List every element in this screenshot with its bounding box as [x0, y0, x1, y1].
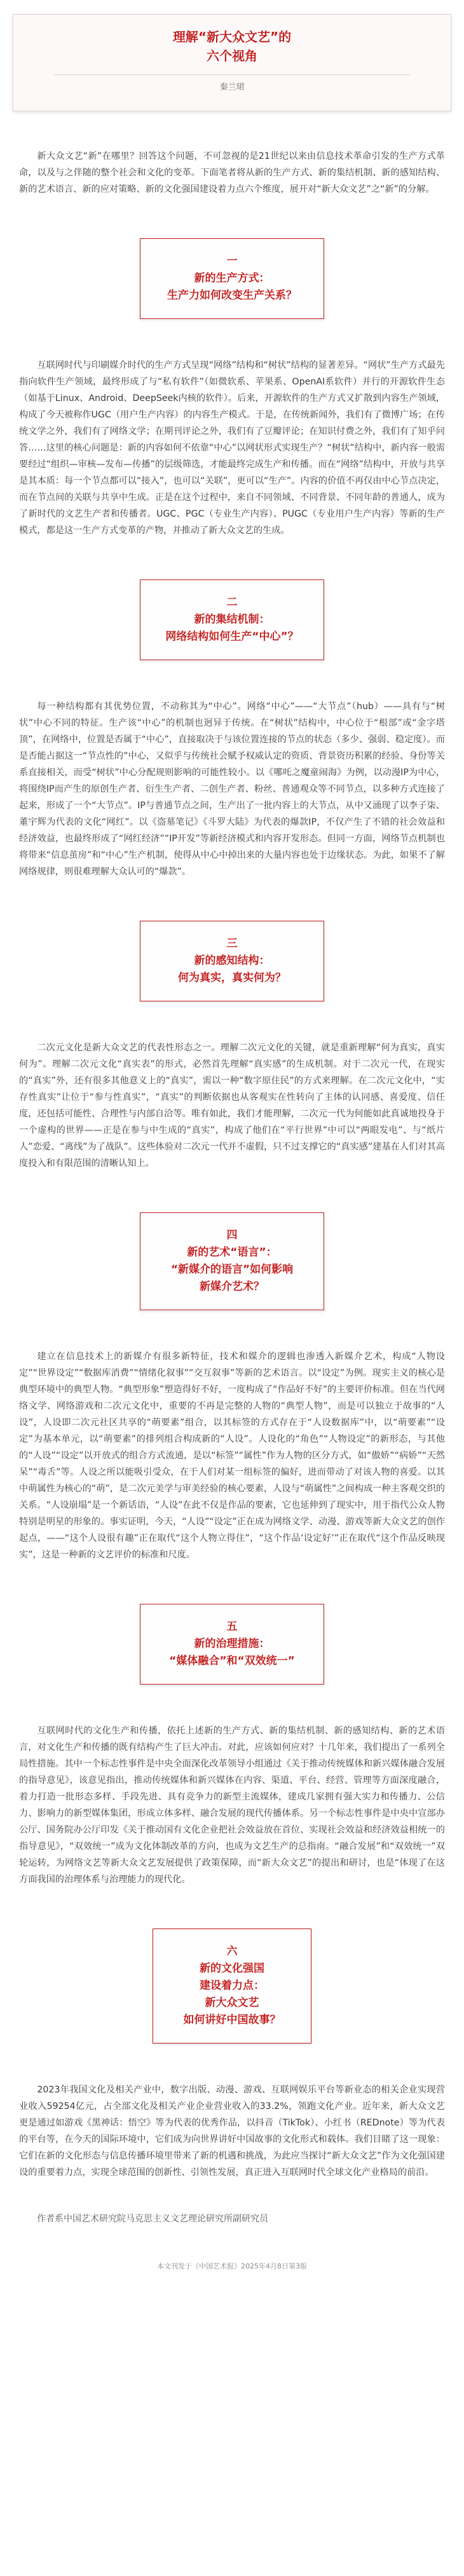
section-paragraph: 2023年我国文化及相关产业中，数字出版、动漫、游戏、互联网娱乐平台等新业态的相关企业实现营业收入59254亿元，占全部文化及相关产业企业营业收入的33.2%，领跑文化产业。近年来，新大众文艺更是通过如游戏《黑神话：悟空》等为代表的优秀作品，以抖音（TikTok）、小红书（REDnote）等为代表的平台等，在今天的国际环境中，它们成为向世界讲好中国故事的文化形式和载体。我们目睹了这一现象：它们在新的文化形态与信息传播环境里带来了新的机遇和挑战，为此应当探讨“新大众文艺”作为文化强国建设的重要着力点，实现全球范围的创新性、引领性发展，真正进入互联网时代全球文化产业格局的前沿。	[19, 2085, 445, 2178]
spacer	[0, 1563, 464, 1604]
section-title-line: 新媒介艺术？	[200, 1280, 264, 1293]
section-heading-1	[140, 238, 324, 319]
section-title-line: 新的生产方式：	[194, 272, 270, 285]
section-title-line: 新的集结机制：	[194, 613, 270, 626]
section-number: 五	[226, 1620, 238, 1633]
spacer	[0, 319, 464, 357]
article-title-line-1: 理解“新大众文艺”的	[172, 29, 292, 44]
section-heading-3	[140, 921, 324, 1001]
intro-paragraph: 新大众文艺“新”在哪里？回答这个问题，不可忽视的是21世纪以来由信息技术革命引发的生产方式革命，以及与之伴随的整个社会和文化的变革。下面笔者将从新的生产方式、新的集结机制、新的感知结构、新的艺术语言、新的应对策略、新的文化强国建设着力点六个维度，展开对“新大众文艺”之“新”的分解。	[19, 151, 445, 194]
article-page	[0, 14, 464, 2298]
section-number: 六	[226, 1945, 238, 1958]
section-number: 四	[226, 1229, 238, 1242]
article-header	[13, 14, 451, 111]
section-paragraph: 二次元文化是新大众文艺的代表性形态之一。理解二次元文化的关键，就是重新理解“何为真实，真实何为”。理解二次元文化“真实表”的形式，必然首先理解“真实感”的生成机制。对于二次元一代，在现实的“真实”外，还有很多其他意义上的“真实”，需以一种“数字原住民”的方式来理解。在二次元文化中，“实存性真实”让位于“参与性真实”，“真实”的判断依据也从客观实在性转向了主体的认同感、喜爱度、信任度，还包括可能性、合理性与内部自洽等。唯有如此，我们才能理解，二次元一代为何能如此真诚地投身于一个虚构的世界——正是在参与中生成的“真实”，构成了他们在“平行世界”中可以“两眼发电”、与“纸片人”恋爱、“离线”为了战队”。这些体验对二次元一代并不虚假，只不过支撑它的“真实感”建基在人们对其高度投入和有限范围的清晰认知上。	[19, 1043, 445, 1169]
section-heading-4	[140, 1212, 324, 1310]
section-title-line: 新的艺术“语言”：	[187, 1246, 277, 1259]
section-title-line: 网络结构如何生产“中心”？	[165, 630, 299, 643]
section-number: 一	[226, 255, 238, 268]
spacer	[0, 198, 464, 238]
section-heading-2	[140, 580, 324, 660]
spacer	[0, 539, 464, 580]
spacer	[0, 2181, 464, 2211]
source-note: 本文刊发于《中国艺术报》2025年4月8日第3版	[157, 2262, 307, 2270]
section-title-line: 新的感知结构：	[194, 954, 270, 967]
spacer	[0, 1001, 464, 1040]
author-note: 作者系中国艺术研究院马克思主义文艺理论研究所副研究员	[37, 2214, 268, 2224]
section-paragraph: 互联网时代与印刷媒介时代的生产方式呈现“网络”结构和“树状”结构的显著差异。“网状”生产方式最先指向软件生产领域，最终形成了与“私有软件”（如微软系、苹果系、OpenAI系软件）并行的开源软件生态（如基于Linux、Android、DeepSeek内核的软件）。后来，开源软件的生产方式又扩散到内容生产领域，构成了今天被称作UGC（用户生产内容）的内容生产模式。于是，在传统新闻外，我们有了微博广场；在传统文学之外，我们有了网络文学；在期刊评论之外，我们有了豆瓣评论；在知识付费之外，我们有了知乎问答……这里的核心问题是：新的内容如何不依靠“中心”以网状形式实现生产？“树状”结构中，新内容一般需要经过“组织—审核—发布—传播”的层级筛选，才能最终完成生产和传播。而在“网络”结构中，开放与共享是其本质：每一个节点都可以“接入”，也可以“关联”，更可以“生产”。内容的价值不再仅由中心节点决定，而在节点间的关联与共享中生成。正是在这个过程中，来自不同领域、不同背景、不同年龄的普通人，成为了新时代的文艺生产者和传播者。UGC、PGC（专业生产内容）、PUGC（专业用户生产内容）等新的生产模式，都是这一生产方式变革的产物，并推动了新大众文艺的生成。	[19, 360, 445, 536]
spacer	[0, 1310, 464, 1348]
section-paragraph: 建立在信息技术上的新媒介有很多新特征，技术和媒介的逻辑也渗透入新媒介艺术，构成“人物设定”“世界设定”“数据库消费”“情绪化叙事”“交互叙事”等新的艺术语言。以“设定”为例。现实主义的核心是典型环境中的典型人物。“典型形象”塑造得好不好，一度构成了“作品好不好”的主要评价标准。但在当代网络文学、网络游戏和二次元文化中，重要的不再是完整的人物的“典型人物”，而是可以独立于故事的“人设”，人设即二次元社区共享的“萌要素”组合，以其标签的方式存在于“人设数据库”中，以“萌要素”“设定”为基本单元，以“萌要素”的排列组合构成新的“人设”。人设化的“角色”“人物设定”的新形态，与其他的“人设”“设定”以开放式的组合方式流通，是以“标签”“属性”作为人物的区分方式，如“傲娇”“病娇”“天然呆”“毒舌”等。人设之所以能吸引受众，在于人们对某一组标签的偏好，进而带动了对该人物的喜爱。以其中萌属性为核心的“萌”，是二次元美学与审美经验的核心要素，人设与“萌属性”之间构成一种主客观交织的关系。“人设崩塌”是一个新话语，“人设”在此不仅是作品的要素，它也延伸到了现实中，用于指代公众人物特别是明星的形象的。事实证明，今天，“人设”“设定”正在成为网络文学、动漫、游戏等新大众文艺的创作起点，——“这个人设很有趣”正在取代“这个人物立得住”，“这个作品‘设定好’”正在取代“这个作品反映现实”，这是一种新的文艺评价的标准和尺度。	[19, 1352, 445, 1560]
article-author: 秦兰珺	[219, 83, 245, 92]
section-title-line: 新的治理措施：	[194, 1637, 270, 1650]
section-title-line: “新媒介的语言”如何影响	[170, 1263, 294, 1276]
spacer	[0, 1685, 464, 1723]
section-heading-5	[140, 1604, 324, 1685]
spacer	[0, 111, 464, 148]
section-title-line: 何为真实，真实何为？	[178, 972, 286, 984]
section-title-line: 新的文化强国	[200, 1962, 264, 1975]
section-heading-6	[153, 1929, 311, 2044]
spacer	[0, 880, 464, 921]
section-title-line: 生产力如何改变生产关系？	[167, 289, 297, 302]
section-title-line: “媒体融合”和“双效统一”	[169, 1655, 295, 1667]
spacer	[0, 2044, 464, 2082]
section-paragraph: 每一种结构都有其优势位置，不动称其为“中心”。网络“中心”——“大节点”（hub）——具有与“树状”中心不同的特征。生产该“中心”的机制也迥异于传统。在“树状”结构中，中心位于“根部”或“金字塔顶”，在网络中，位置是否属于“中心”，直接取决于与该位置连接的节点的状态（多少、强弱、稳定度）。而是否能占据这一“节点性的”中心，又似乎与传统社会赋予权威认定的资质、背景资历积累的经验、身份等关系直接相关，而受“树状”中心分配规则影响的可能性较小。以《哪吒之魔童闹海》为例，以动漫IP为中心，将围绕IP而产生的原创生产者、衍生生产者、二创生产者、粉丝、普通观众等不同节点，以多种方式连接了起来，形成了一个“大节点”。IP与普通节点之间，生产出了一批内容上的大节点，从中又涌现了以李子柒、董宇辉为代表的文化“网红”。以《盗墓笔记》《斗罗大陆》为代表的爆款IP，不仅产生了不错的社会效益和经济效益，也最终形成了“网红经济”“IP开发”等新经济模式和内容开发形态。但同一方面，网络节点机制也将带来“信息茧房”和“中心”生产机制，使得从中心中掉出来的大量内容也处于边缘状态。为此，如果不了解网络规律，则很难理解大众认可的“爆款”。	[19, 702, 445, 877]
section-title-line: 如何讲好中国故事？	[183, 2014, 281, 2026]
spacer	[0, 2227, 464, 2261]
section-paragraph: 互联网时代的文化生产和传播，依托上述新的生产方式、新的集结机制、新的感知结构、新的艺术语言，对文化生产和传播的既有结构产生了巨大冲击。对此，应该如何应对？十几年来，我们提出了一系列全局性措施。其中一个标志性事件是中央全面深化改革领导小组通过《关于推动传统媒体和新兴媒体融合发展的指导意见》，该意见指出，推动传统媒体和新兴媒体在内容、渠道、平台、经营、管理等方面深度融合，着力打造一批形态多样、手段先进、具有竞争力的新型主流媒体，建成几家拥有强大实力和传播力、公信力、影响力的新型媒体集团，形成立体多样、融合发展的现代传播体系。另一个标志性事件是中央中宣部办公厅、国务院办公厅印发《关于推动国有文化企业把社会效益放在首位、实现社会效益和经济效益相统一的指导意见》，“双效统一”成为文化体制改革的方向，也成为文艺生产的总指南。“融合发展”和“双效统一”双轮运转，为网络文艺等新大众文艺发展提供了政策保障，而“新大众文艺”的提出和研讨，也是“体现了在这方面我国的治理体系与治理能力的现代化。	[19, 1726, 445, 1885]
article-title-line-2: 六个视角	[207, 48, 257, 64]
spacer	[0, 660, 464, 698]
section-number: 三	[226, 937, 238, 950]
section-title-line: 新大众文艺	[205, 1996, 259, 2009]
spacer	[0, 1888, 464, 1929]
section-title-line: 建设着力点：	[200, 1979, 264, 1992]
title-divider	[54, 74, 410, 75]
section-number: 二	[226, 596, 238, 609]
spacer	[0, 1172, 464, 1212]
